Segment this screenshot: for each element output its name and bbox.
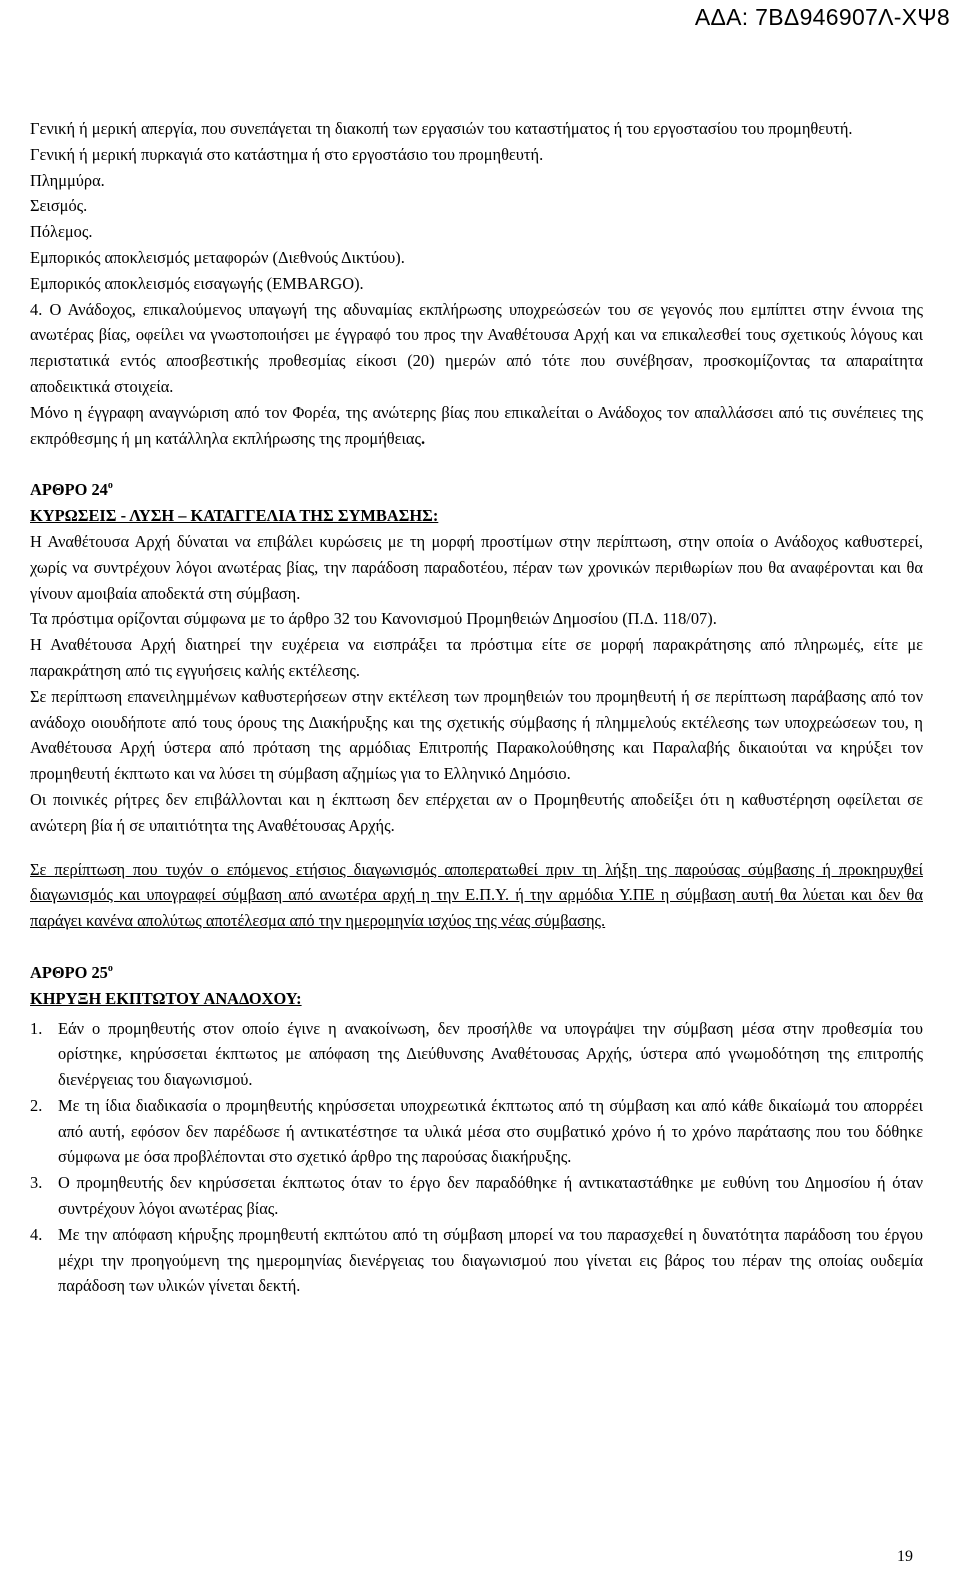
force-majeure-item: Σεισμός. xyxy=(30,196,88,216)
spacer xyxy=(30,451,923,477)
article-25-title xyxy=(30,960,923,986)
article-24-paragraph: Σε περίπτωση επανειλημμένων καθυστερήσεων στην εκτέλεση των προμηθειών του προμηθευτή ή σε περίπτωση παράβασης από τον ανάδοχο οιουδήποτε από τους όρους της Διακήρυξης και της σχετικής σύμβασης ή πλημμελούς εκτέλεσης των υποχρεώσεων του, η Αναθέτουσα Αρχή ύστερα από πρόταση της αρμόδιας Επιτροπής Παρακολούθησης και Παραλαβής δικαιούται να κηρύξει τον προμηθευτή έκπτωτο και να λύσει τη σύμβαση αζημίως για το Ελληνικό Δημόσιο. xyxy=(30,686,923,784)
article-25-title-sup: ο xyxy=(107,962,113,974)
article-24-paragraph: Η Αναθέτουσα Αρχή δύναται να επιβάλει κυρώσεις με τη μορφή προστίμων στην περίπτωση, στην οποία ο Ανάδοχος καθυστερεί, χωρίς να συντρέχουν λόγοι ανωτέρας βίας, την παράδοση παραδοτέου, πέραν των χρονικών περιθωρίων που θα αναφέρονται και θα γίνουν αμοιβαία αποδεκτά στη σύμβαση. xyxy=(30,531,923,603)
list-item-number: 4. xyxy=(30,1224,43,1244)
article-25-title-text: ΑΡΘΡΟ 25 xyxy=(30,962,108,982)
force-majeure-item: Πόλεμος. xyxy=(30,222,93,242)
article-24-paragraph: Οι ποινικές ρήτρες δεν επιβάλλονται και η έκπτωση δεν επέρχεται αν ο Προμηθευτής αποδείξει ότι η καθυστέρηση οφείλεται σε ανώτερη βία ή σε υπαιτιότητα της Αναθέτουσας Αρχής. xyxy=(30,789,923,835)
article-24-paragraph: Η Αναθέτουσα Αρχή διατηρεί την ευχέρεια να εισπράξει τα πρόστιμα είτε σε μορφή παρακράτησης από πληρωμές, είτε με παρακράτηση από τις εγγυήσεις καλής εκτέλεσης. xyxy=(30,635,923,680)
list-item xyxy=(30,1093,923,1170)
page-number: 19 xyxy=(897,1548,913,1565)
article-24-paragraph: Τα πρόστιμα ορίζονται σύμφωνα με το άρθρο 32 του Κανονισμού Προμηθειών Δημοσίου (Π.Δ. 118/07). xyxy=(30,609,717,629)
article-24-underlined-clause: Σε περίπτωση που τυχόν ο επόμενος ετήσιος διαγωνισμός αποπερατωθεί πριν τη λήξη της παρούσας σύμβασης ή προκηρυχθεί διαγωνισμός και υπογραφεί σύμβαση από ανωτέρα αρχή η την Ε.Π.Υ. ή την αρμόδια Υ.ΠΕ η σύμβαση αυτή θα λύεται και δεν θα παράγει κανένα απολύτως αποτέλεσμα από την ημερομηνία ισχύος της νέας σύμβασης. xyxy=(30,859,923,931)
notification-paragraph: 4. Ο Ανάδοχος, επικαλούμενος υπαγωγή της αδυναμίας εκπλήρωσης υποχρεώσεών του σε γεγονός που εμπίπτει στην έννοια της ανωτέρας βίας, οφείλει να γνωστοποιήσει με έγγραφό του προς την Αναθέτουσα Αρχή και να επικαλεσθεί τους σχετικούς λόγους και περιστατικά εντός αποσβεστικής προθεσμίας είκοσι (20) ημερών από τότε που συνέβησαν, προσκομίζοντας τα απαραίτητα αποδεικτικά στοιχεία. xyxy=(30,299,923,396)
recognition-text: Μόνο η έγγραφη αναγνώριση από τον Φορέα, της ανώτερης βίας που επικαλείται ο Ανάδοχος τον απαλλάσσει από τις συνέπειες της εκπρόθεσμης ή μη κατάλληλα εκπλήρωσης της προμήθειας xyxy=(30,402,923,448)
list-item-text: Εάν ο προμηθευτής στον οποίο έγινε η ανακοίνωση, δεν προσήλθε να υπογράψει την σύμβαση μέσα στην προθεσμία του ορίστηκε, κηρύσσεται έκπτωτος με απόφαση της Διεύθυνσης Αναθέτουσας Αρχής, ύστερα από γνωμοδότηση της επιτροπής διενέργειας του διαγωνισμού. xyxy=(58,1018,923,1090)
list-item-number: 3. xyxy=(30,1173,43,1193)
list-item-number: 1. xyxy=(30,1018,43,1038)
list-item xyxy=(30,1170,923,1222)
force-majeure-item: Γενική ή μερική απεργία, που συνεπάγεται τη διακοπή των εργασιών του καταστήματος ή του εργοστασίου του προμηθευτή. xyxy=(30,119,853,138)
article-24-title-text: ΑΡΘΡΟ 24 xyxy=(30,480,108,500)
article-24-subtitle: ΚΥΡΩΣΕΙΣ - ΛΥΣΗ – ΚΑΤΑΓΓΕΛΙΑ ΤΗΣ ΣΥΜΒΑΣΗΣ: xyxy=(30,506,439,526)
spacer xyxy=(30,839,923,857)
article-24-title-sup: ο xyxy=(107,480,113,492)
list-item xyxy=(30,1222,923,1299)
list-item-number: 2. xyxy=(30,1095,43,1115)
spacer xyxy=(30,934,923,960)
ada-code: ΑΔΑ: 7ΒΔ946907Λ-ΧΨ8 xyxy=(694,4,950,30)
list-item-text: Ο προμηθευτής δεν κηρύσσεται έκπτωτος όταν το έργο δεν παραδόθηκε ή αντικαταστάθηκε με ευθύνη του Δημοσίου ή όταν συντρέχουν λόγοι ανωτέρας βίας. xyxy=(58,1173,923,1219)
force-majeure-item: Πλημμύρα. xyxy=(30,170,105,190)
article-24-title xyxy=(30,477,923,503)
document-body xyxy=(30,116,923,1299)
force-majeure-item: Γενική ή μερική πυρκαγιά στο κατάστημα ή στο εργοστάσιο του προμηθευτή. xyxy=(30,144,544,164)
recognition-end: . xyxy=(421,428,426,448)
article-25-subtitle: ΚΗΡΥΞΗ ΕΚΠΤΩΤΟΥ ΑΝΑΔΟΧΟΥ: xyxy=(30,988,302,1008)
list-item-text: Με την απόφαση κήρυξης προμηθευτή εκπτώτου από τη σύμβαση μπορεί να του παρασχεθεί η δυνατότητα παράδοση του έργου μέχρι την προηγούμενη της ημερομηνίας διενέργειας του διαγωνισμού που γίνεται εις βάρος του πέραν της οποίας ουδεμία παράδοση των υλικών γίνεται δεκτή. xyxy=(58,1224,923,1296)
article-25-list xyxy=(30,1016,923,1300)
force-majeure-item: Εμπορικός αποκλεισμός εισαγωγής (EMBARGO). xyxy=(30,273,364,293)
list-item xyxy=(30,1016,923,1093)
list-item-text: Με τη ίδια διαδικασία ο προμηθευτής κηρύσσεται υποχρεωτικά έκπτωτος από τη σύμβαση και από κάθε δικαίωμά του απορρέει από αυτή, εφόσον δεν παρέδωσε ή αντικατέστησε τα υλικά μέσα στο συμβατικό χρόνο ή το χρόνο παράτασης που του δόθηκε σύμφωνα με όσα προβλέπονται στο σχετικό άρθρο της παρούσας διακήρυξης. xyxy=(58,1095,923,1167)
force-majeure-item: Εμπορικός αποκλεισμός μεταφορών (Διεθνούς Δικτύου). xyxy=(30,247,405,267)
recognition-paragraph xyxy=(30,400,923,452)
